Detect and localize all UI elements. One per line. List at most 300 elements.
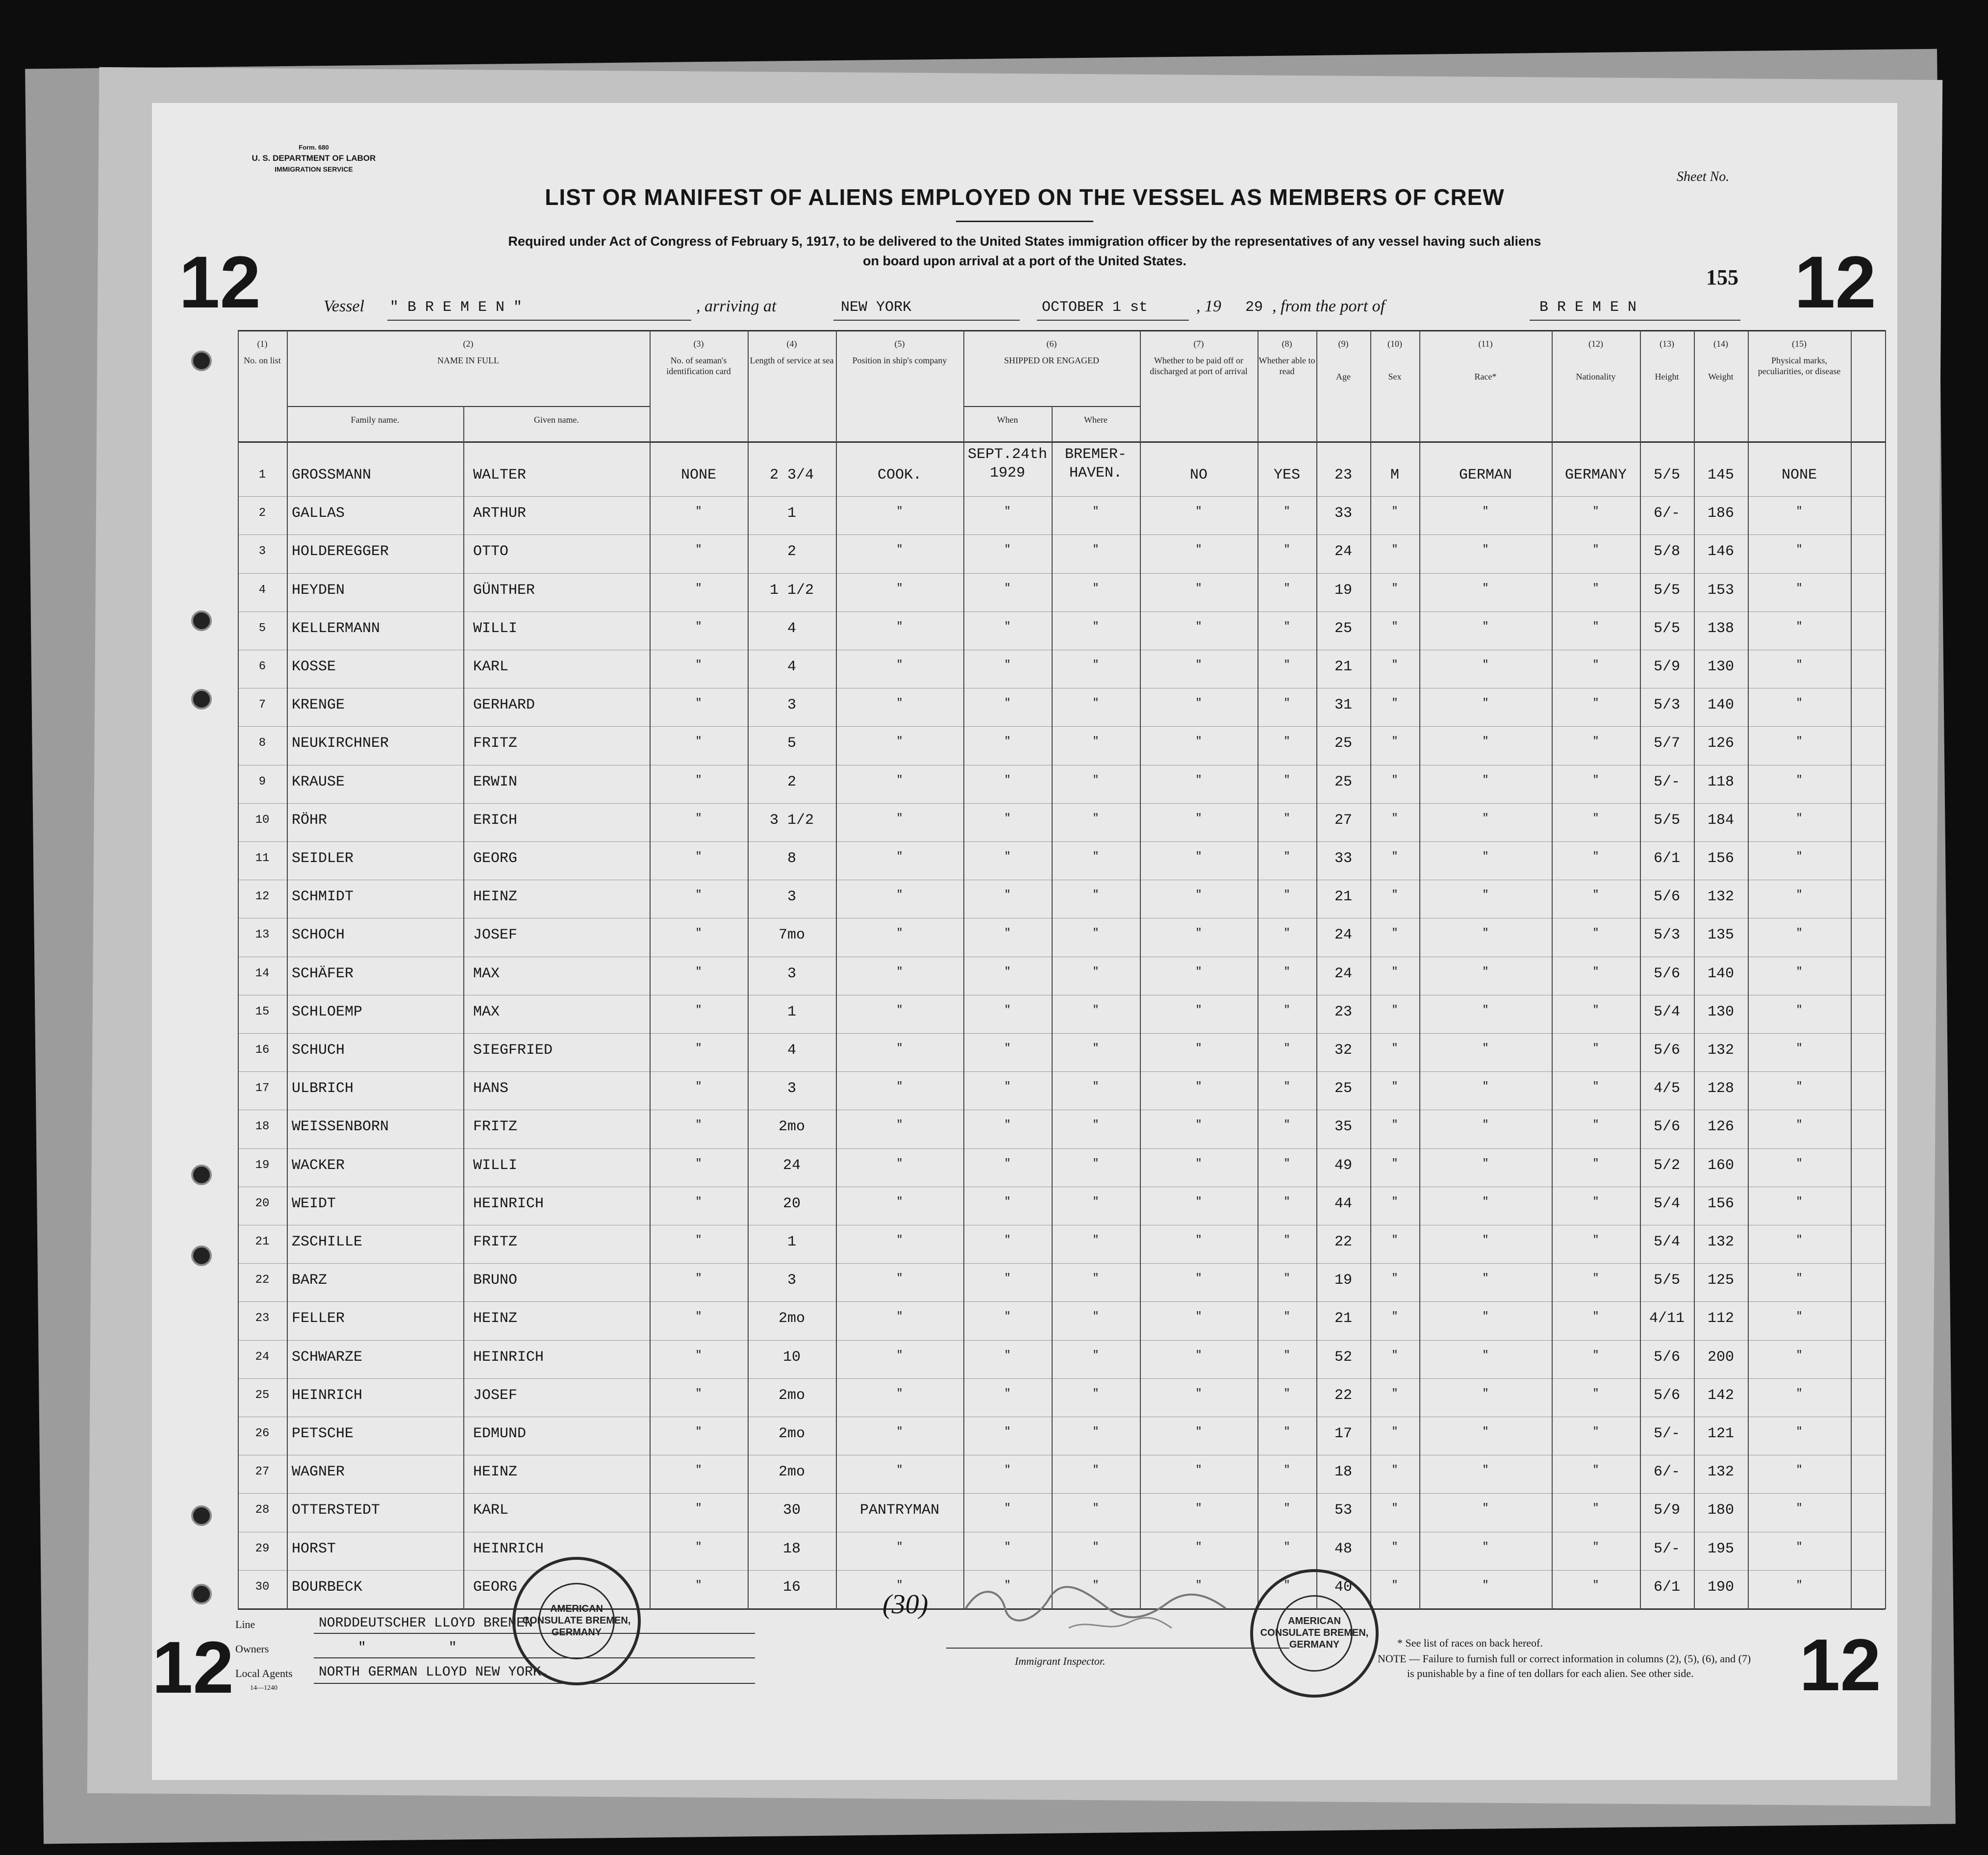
col-label: No. on list [244,356,281,365]
col-number: (4) [786,339,797,349]
card-number-ditto: " [695,1502,702,1514]
weight: 156 [1707,850,1734,867]
position-ditto: " [896,774,903,786]
position-ditto: " [896,1272,903,1284]
paid-off-ditto: " [1195,1541,1202,1553]
inspector-rule [946,1648,1289,1649]
age: 33 [1334,505,1352,522]
weight: 132 [1707,1042,1734,1059]
sex-ditto: " [1391,1234,1398,1246]
family-name: SCHOCH [292,927,345,943]
column-rule [1851,330,1852,1609]
family-name: BOURBECK [292,1579,363,1596]
col-sex-header [1370,338,1419,382]
paid-off-ditto: " [1195,1502,1202,1514]
sex-ditto: " [1391,1464,1398,1476]
race-ditto: " [1482,1272,1489,1284]
age: 17 [1334,1425,1352,1442]
agents-label: Local Agents [235,1667,293,1679]
age: 33 [1334,850,1352,867]
col-height-header [1640,338,1694,382]
shipped-where-ditto: " [1092,1387,1099,1399]
paid-off-ditto: " [1195,889,1202,901]
family-name: HOLDEREGGER [292,543,389,560]
card-number-ditto: " [695,1118,702,1131]
nationality-ditto: " [1592,1541,1599,1553]
shipped-when-ditto: " [1004,1272,1011,1284]
card-number-ditto: " [695,966,702,978]
able-to-read-ditto: " [1283,850,1290,863]
col-label: Length of service at sea [750,356,834,365]
form-code: 14—1240 [250,1684,277,1692]
position-ditto: " [896,1349,903,1361]
physical-marks-ditto: " [1796,1080,1803,1093]
sex: M [1390,467,1399,483]
card-number-ditto: " [695,735,702,747]
age: 27 [1334,812,1352,829]
physical-marks-ditto: " [1796,1157,1803,1169]
row-number: 1 [258,468,266,482]
sex-ditto: " [1391,620,1398,633]
sex-ditto: " [1391,812,1398,824]
row-number: 26 [255,1427,270,1440]
given-name: HEINRICH [473,1541,544,1557]
position-ditto: " [896,735,903,747]
given-name: FRITZ [473,1234,518,1250]
subtitle-line-1: Required under Act of Congress of February 5, 1917, to be delivered to the United States immigration officer by the representatives of any vessel having such aliens [508,234,1541,249]
position-ditto: " [896,1195,903,1208]
vessel-label: Vessel [324,297,365,315]
shipped-where-ditto: " [1092,505,1099,517]
service-length: 1 [787,1234,796,1250]
family-name: KRAUSE [292,774,345,790]
given-name: WALTER [473,467,527,483]
height: 4/5 [1653,1080,1680,1097]
nationality-ditto: " [1592,1464,1599,1476]
shipped-where-ditto: " [1092,1004,1099,1016]
service-length: 2mo [778,1310,805,1327]
row-number: 21 [255,1235,270,1248]
shipped-where-ditto: " [1092,1157,1099,1169]
underline [1037,320,1189,321]
weight: 180 [1707,1502,1734,1519]
shipped-where: BREMER- [1064,446,1127,463]
nationality-ditto: " [1592,1425,1599,1438]
col-label: Whether able to read [1258,356,1315,376]
weight: 153 [1707,582,1734,599]
stamp-text: AMERICAN CONSULATE BREMEN, GERMANY [522,1603,631,1638]
nationality-ditto: " [1592,1387,1599,1399]
from-label: , from the port of [1272,297,1385,315]
arrival-port: NEW YORK [841,299,912,316]
able-to-read-ditto: " [1283,1272,1290,1284]
race-ditto: " [1482,505,1489,517]
shipped-where-ditto: " [1092,1118,1099,1131]
given-name: WILLI [473,620,518,637]
weight: 132 [1707,1464,1734,1480]
service-length: 30 [782,1502,801,1519]
row-number: 7 [258,698,266,712]
line-value: NORDDEUTSCHER LLOYD BREMEN [319,1616,533,1631]
service-length: 1 [787,1004,796,1020]
departure-port: B R E M E N [1539,299,1637,316]
shipped-where-ditto: " [1092,1502,1099,1514]
sex-ditto: " [1391,1579,1398,1591]
shipped-where-ditto: " [1092,774,1099,786]
shipped-where-ditto: " [1092,659,1099,671]
age: 22 [1334,1387,1352,1404]
shipped-where-ditto: " [1092,543,1099,556]
able-to-read-ditto: " [1283,1004,1290,1016]
owners-label: Owners [235,1643,269,1655]
col-number: (15) [1792,339,1807,349]
row-number: 22 [255,1273,270,1287]
col-card-header [650,338,748,377]
nationality-ditto: " [1592,850,1599,863]
card-number-ditto: " [695,1004,702,1016]
sex-ditto: " [1391,889,1398,901]
height: 5/5 [1653,812,1680,829]
physical-marks-ditto: " [1796,1004,1803,1016]
height: 5/4 [1653,1195,1680,1212]
given-name: WILLI [473,1157,518,1174]
age: 53 [1334,1502,1352,1519]
nationality-ditto: " [1592,966,1599,978]
height: 5/4 [1653,1234,1680,1250]
column-rule [1885,330,1886,1609]
col-number: (2) [463,339,474,349]
physical-marks-ditto: " [1796,1310,1803,1322]
family-name: GALLAS [292,505,345,522]
row-number: 19 [255,1159,270,1172]
service-length: 7mo [778,927,805,943]
column-rule [748,330,749,1609]
family-name: RÖHR [292,812,327,829]
service-length: 24 [782,1157,801,1174]
manifest-page [152,103,1897,1780]
form-number: Form. 680 [299,144,329,151]
physical-marks-ditto: " [1796,1425,1803,1438]
col-marks-header [1748,338,1851,377]
physical-marks-ditto: " [1796,505,1803,517]
year-prefix: , 19 [1196,297,1221,315]
given-name: HEINRICH [473,1195,544,1212]
big-number-top-left: 12 [179,241,261,323]
height: 5/6 [1653,1042,1680,1059]
able-to-read-ditto: " [1283,1541,1290,1553]
row-number: 29 [255,1542,270,1555]
card-number-ditto: " [695,812,702,824]
sex-ditto: " [1391,1310,1398,1322]
position-ditto: " [896,1425,903,1438]
column-rule [1419,330,1420,1609]
col-family-header: Family name. [351,415,400,425]
weight: 138 [1707,620,1734,637]
col-shipped-header [963,338,1140,366]
height: 4/11 [1649,1310,1685,1327]
family-name: SCHWARZE [292,1349,363,1366]
able-to-read-ditto: " [1283,620,1290,633]
col-number: (8) [1282,339,1292,349]
family-name: KRENGE [292,697,345,713]
row-number: 13 [255,928,270,941]
physical-marks-ditto: " [1796,1502,1803,1514]
physical-marks: NONE [1781,467,1817,483]
col-label: Whether to be paid off or discharged at port of arrival [1150,356,1248,376]
row-number: 17 [255,1082,270,1095]
family-name: FELLER [292,1310,345,1327]
row-number: 15 [255,1005,270,1018]
age: 21 [1334,659,1352,675]
race-ditto: " [1482,1579,1489,1591]
age: 24 [1334,966,1352,982]
row-number: 30 [255,1580,270,1594]
service-length: 2mo [778,1118,805,1135]
race-ditto: " [1482,1157,1489,1169]
weight: 112 [1707,1310,1734,1327]
service-length: 3 [787,697,796,713]
physical-marks-ditto: " [1796,582,1803,594]
age: 19 [1334,1272,1352,1289]
service-length: 18 [782,1541,801,1557]
paid-off-ditto: " [1195,1349,1202,1361]
able-to-read-ditto: " [1283,735,1290,747]
sex-ditto: " [1391,1157,1398,1169]
position-ditto: " [896,582,903,594]
sex-ditto: " [1391,697,1398,709]
age: 24 [1334,543,1352,560]
row-number: 5 [258,622,266,635]
agents-value: NORTH GERMAN LLOYD NEW YORK. [319,1665,550,1680]
sheet-number: 155 [1706,265,1738,289]
given-name: GEORG [473,850,518,867]
service-length: 2mo [778,1464,805,1480]
col-nationality-header [1552,338,1640,382]
position-ditto: " [896,1042,903,1054]
position-ditto: " [896,697,903,709]
service-length: 3 1/2 [769,812,814,829]
shipped-where-ditto: " [1092,1541,1099,1553]
nationality-ditto: " [1592,1349,1599,1361]
shipped-when-ditto: " [1004,1387,1011,1399]
paid-off-ditto: " [1195,1042,1202,1054]
family-name: BARZ [292,1272,327,1289]
sex-ditto: " [1391,505,1398,517]
row-number: 24 [255,1350,270,1364]
position-ditto: " [896,1118,903,1131]
position-ditto: " [896,620,903,633]
card-number: NONE [680,467,716,483]
shipped-when-ditto: " [1004,1579,1011,1591]
nationality-ditto: " [1592,543,1599,556]
weight: 145 [1707,467,1734,483]
card-number-ditto: " [695,1195,702,1208]
col-number: (1) [257,339,268,349]
given-name: ERWIN [473,774,518,790]
age: 19 [1334,582,1352,599]
height: 5/6 [1653,889,1680,905]
paid-off-ditto: " [1195,543,1202,556]
position-ditto: " [896,1157,903,1169]
paid-off-ditto: " [1195,1272,1202,1284]
service-length: 10 [782,1349,801,1366]
given-name: HEINZ [473,1464,518,1480]
age: 25 [1334,735,1352,752]
nationality-ditto: " [1592,659,1599,671]
family-name: PETSCHE [292,1425,354,1442]
given-name: OTTO [473,543,509,560]
position-ditto: " [896,1080,903,1093]
weight: 184 [1707,812,1734,829]
race-ditto: " [1482,1042,1489,1054]
height: 5/3 [1653,697,1680,713]
service-length: 3 [787,1272,796,1289]
row-number: 3 [258,545,266,558]
shipped-when-ditto: " [1004,812,1011,824]
weight: 132 [1707,889,1734,905]
nationality-ditto: " [1592,1502,1599,1514]
height: 5/6 [1653,966,1680,982]
family-name: HEYDEN [292,582,345,599]
shipped-where-ditto: " [1092,966,1099,978]
nationality-ditto: " [1592,1118,1599,1131]
card-number-ditto: " [695,1425,702,1438]
check-marks [152,103,642,1623]
service-length: 8 [787,850,796,867]
given-name: JOSEF [473,1387,518,1404]
column-rule [836,330,837,1609]
able-to-read-ditto: " [1283,966,1290,978]
total-count: (30) [882,1589,929,1620]
physical-marks-ditto: " [1796,1042,1803,1054]
col-label: Physical marks, peculiarities, or disease [1758,356,1841,376]
row-number: 8 [258,737,266,750]
shipped-when-ditto: " [1004,889,1011,901]
shipped-when-ditto: " [1004,966,1011,978]
age: 18 [1334,1464,1352,1480]
column-rule [650,330,651,1609]
weight: 186 [1707,505,1734,522]
shipped-when-ditto: " [1004,1541,1011,1553]
race-ditto: " [1482,812,1489,824]
underline [1530,320,1740,321]
physical-marks-ditto: " [1796,1387,1803,1399]
row-number: 11 [255,852,270,865]
owners-value: " " [358,1640,457,1655]
able-to-read-ditto: " [1283,1042,1290,1054]
col-number: (5) [894,339,905,349]
physical-marks-ditto: " [1796,927,1803,939]
column-rule [1316,330,1317,1609]
age: 44 [1334,1195,1352,1212]
position-ditto: " [896,659,903,671]
vessel-name: " B R E M E N " [390,299,523,316]
fine-note-1: NOTE — Failure to furnish full or correct information in columns (2), (5), (6), and (7) [1378,1652,1751,1665]
shipped-when-ditto: " [1004,620,1011,633]
service-length: 3 [787,966,796,982]
paid-off-ditto: " [1195,774,1202,786]
shipped-when-ditto: " [1004,735,1011,747]
physical-marks-ditto: " [1796,620,1803,633]
race-ditto: " [1482,735,1489,747]
physical-marks-ditto: " [1796,966,1803,978]
nationality-ditto: " [1592,1272,1599,1284]
race-ditto: " [1482,889,1489,901]
col-label: Height [1655,372,1679,381]
given-name: HEINZ [473,1310,518,1327]
age: 22 [1334,1234,1352,1250]
able-to-read-ditto: " [1283,1579,1290,1591]
age: 52 [1334,1349,1352,1366]
shipped-where-ditto: " [1092,1195,1099,1208]
race-ditto: " [1482,659,1489,671]
paid-off-ditto: " [1195,1118,1202,1131]
page-title: LIST OR MANIFEST OF ALIENS EMPLOYED ON THE VESSEL AS MEMBERS OF CREW [545,184,1505,210]
physical-marks-ditto: " [1796,1118,1803,1131]
position-ditto: " [896,1387,903,1399]
family-name: WEIDT [292,1195,336,1212]
weight: 125 [1707,1272,1734,1289]
height: 5/3 [1653,927,1680,943]
physical-marks-ditto: " [1796,659,1803,671]
inspector-label: Immigrant Inspector. [1015,1655,1106,1667]
height: 6/- [1653,1464,1680,1480]
sex-ditto: " [1391,927,1398,939]
col-number: (6) [1046,339,1057,349]
col-weight-header [1694,338,1748,382]
row-number: 4 [258,584,266,597]
able-to-read-ditto: " [1283,1080,1290,1093]
able-to-read-ditto: " [1283,1310,1290,1322]
race-ditto: " [1482,1425,1489,1438]
family-name: ULBRICH [292,1080,354,1097]
physical-marks-ditto: " [1796,1195,1803,1208]
row-number: 25 [255,1389,270,1402]
age: 40 [1334,1579,1352,1596]
nationality-ditto: " [1592,505,1599,517]
col-number: (9) [1338,339,1349,349]
line-label: Line [235,1618,255,1630]
physical-marks-ditto: " [1796,1349,1803,1361]
race-ditto: " [1482,1502,1489,1514]
card-number-ditto: " [695,697,702,709]
department-name: U. S. DEPARTMENT OF LABOR [252,153,376,163]
service-length: 16 [782,1579,801,1596]
shipped-where-ditto: " [1092,812,1099,824]
given-name: KARL [473,659,509,675]
physical-marks-ditto: " [1796,1579,1803,1591]
family-name: SCHÄFER [292,966,354,982]
paid-off-ditto: " [1195,659,1202,671]
sex-ditto: " [1391,1502,1398,1514]
sex-ditto: " [1391,1387,1398,1399]
able-to-read-ditto: " [1283,659,1290,671]
weight: 135 [1707,927,1734,943]
able-to-read-ditto: " [1283,812,1290,824]
able-to-read-ditto: " [1283,1387,1290,1399]
card-number-ditto: " [695,1272,702,1284]
col-when-header: When [997,415,1018,425]
shipped-when-ditto: " [1004,1425,1011,1438]
race-ditto: " [1482,1541,1489,1553]
race-ditto: " [1482,582,1489,594]
nationality-ditto: " [1592,582,1599,594]
shipped-where-ditto: " [1092,1349,1099,1361]
height: 5/7 [1653,735,1680,752]
row-number: 28 [255,1503,270,1517]
family-name: SCHMIDT [292,889,354,905]
row-number: 12 [255,890,270,903]
